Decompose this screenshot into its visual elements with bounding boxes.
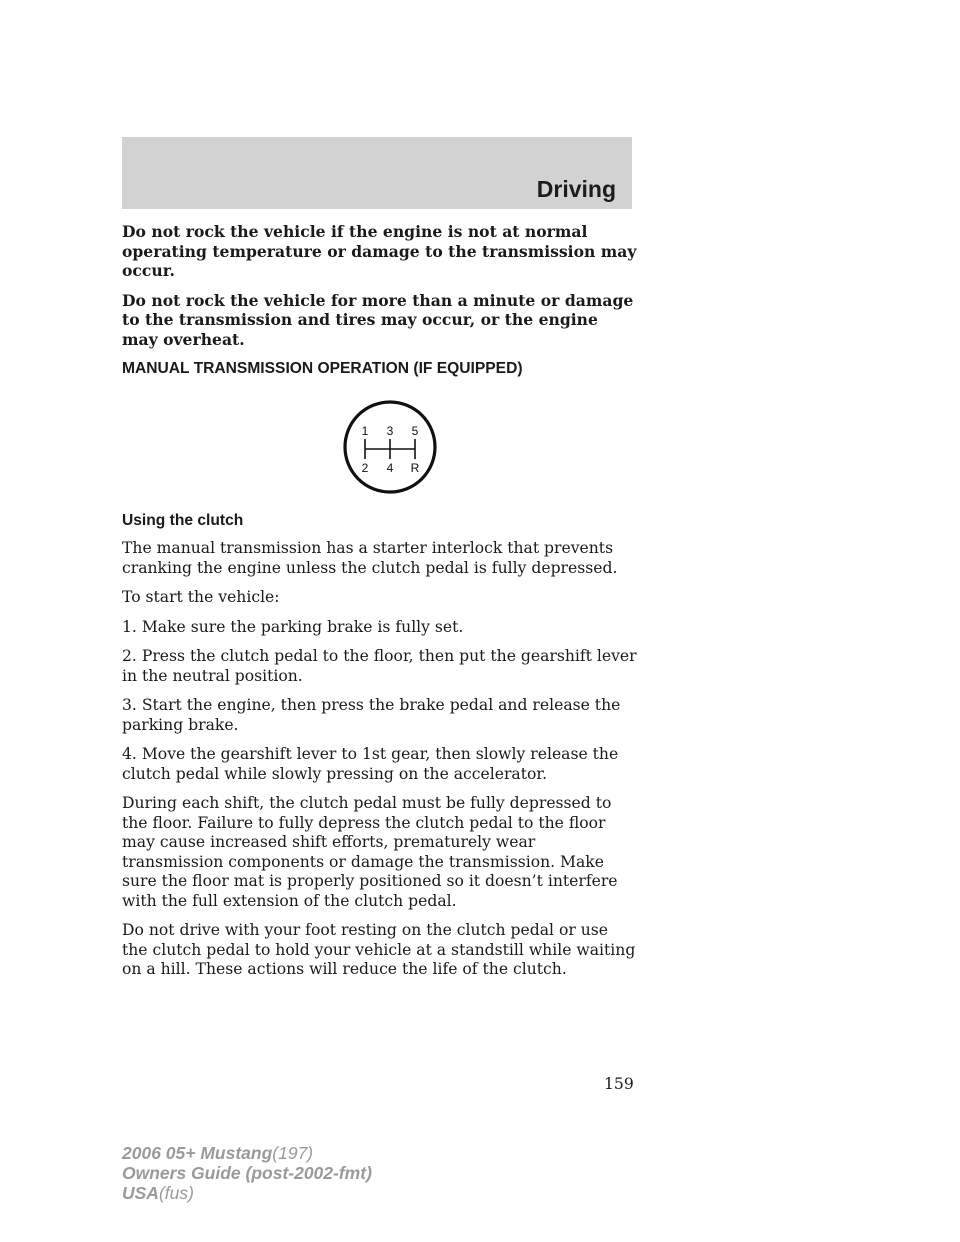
body-paragraph: Do not drive with your foot resting on the clutch pedal or use the clutch pedal to hold your vehicle at a standstill while waiting on a hill. These actions will reduce the life of the clutch.	[122, 921, 636, 978]
footer	[122, 1143, 372, 1203]
section-title: Driving	[536, 176, 616, 202]
gear-label: 4	[386, 461, 394, 475]
footer-line: Owners Guide (post-2002-fmt)	[122, 1163, 372, 1183]
gear-label: 3	[386, 424, 394, 438]
body-paragraph: To start the vehicle:	[122, 588, 280, 606]
shift-pattern-diagram	[122, 379, 637, 511]
body-paragraph: The manual transmission has a starter interlock that prevents cranking the engine unless the clutch pedal is fully depressed.	[122, 539, 618, 577]
warning-text: Do not rock the vehicle for more than a minute or damage to the transmission and tires may occur, or the engine may overheat.	[122, 290, 634, 349]
step-item: 2. Press the clutch pedal to the floor, then put the gearshift lever in the neutral position.	[122, 647, 637, 685]
page-content	[122, 222, 637, 990]
section-heading: MANUAL TRANSMISSION OPERATION (IF EQUIPPED)	[122, 360, 523, 377]
footer-line: 2006 05+ Mustang(197)	[122, 1143, 314, 1163]
shift-pattern-icon	[334, 391, 446, 503]
step-item: 4. Move the gearshift lever to 1st gear, then slowly release the clutch pedal while slowly pressing on the accelerator.	[122, 745, 619, 783]
gear-label: 5	[411, 424, 419, 438]
body-paragraph: During each shift, the clutch pedal must be fully depressed to the floor. Failure to fully depress the clutch pedal to the floor may cause increased shift efforts, prematurely wear transmission components or damage the transmission. Make sure the floor mat is properly positioned so it doesn’t interfere with the full extension of the clutch pedal.	[122, 794, 618, 910]
subheading: Using the clutch	[122, 512, 244, 529]
header-band	[122, 137, 632, 209]
gear-label: 1	[361, 424, 369, 438]
footer-line: USA(fus)	[122, 1183, 194, 1203]
warning-text: Do not rock the vehicle if the engine is not at normal operating temperature or damage to the transmission may occur.	[122, 222, 637, 280]
gear-label: 2	[361, 461, 369, 475]
step-item: 3. Start the engine, then press the brake pedal and release the parking brake.	[122, 696, 621, 734]
page-number: 159	[604, 1075, 634, 1093]
step-item: 1. Make sure the parking brake is fully set.	[122, 617, 464, 636]
gear-label: R	[410, 461, 420, 475]
